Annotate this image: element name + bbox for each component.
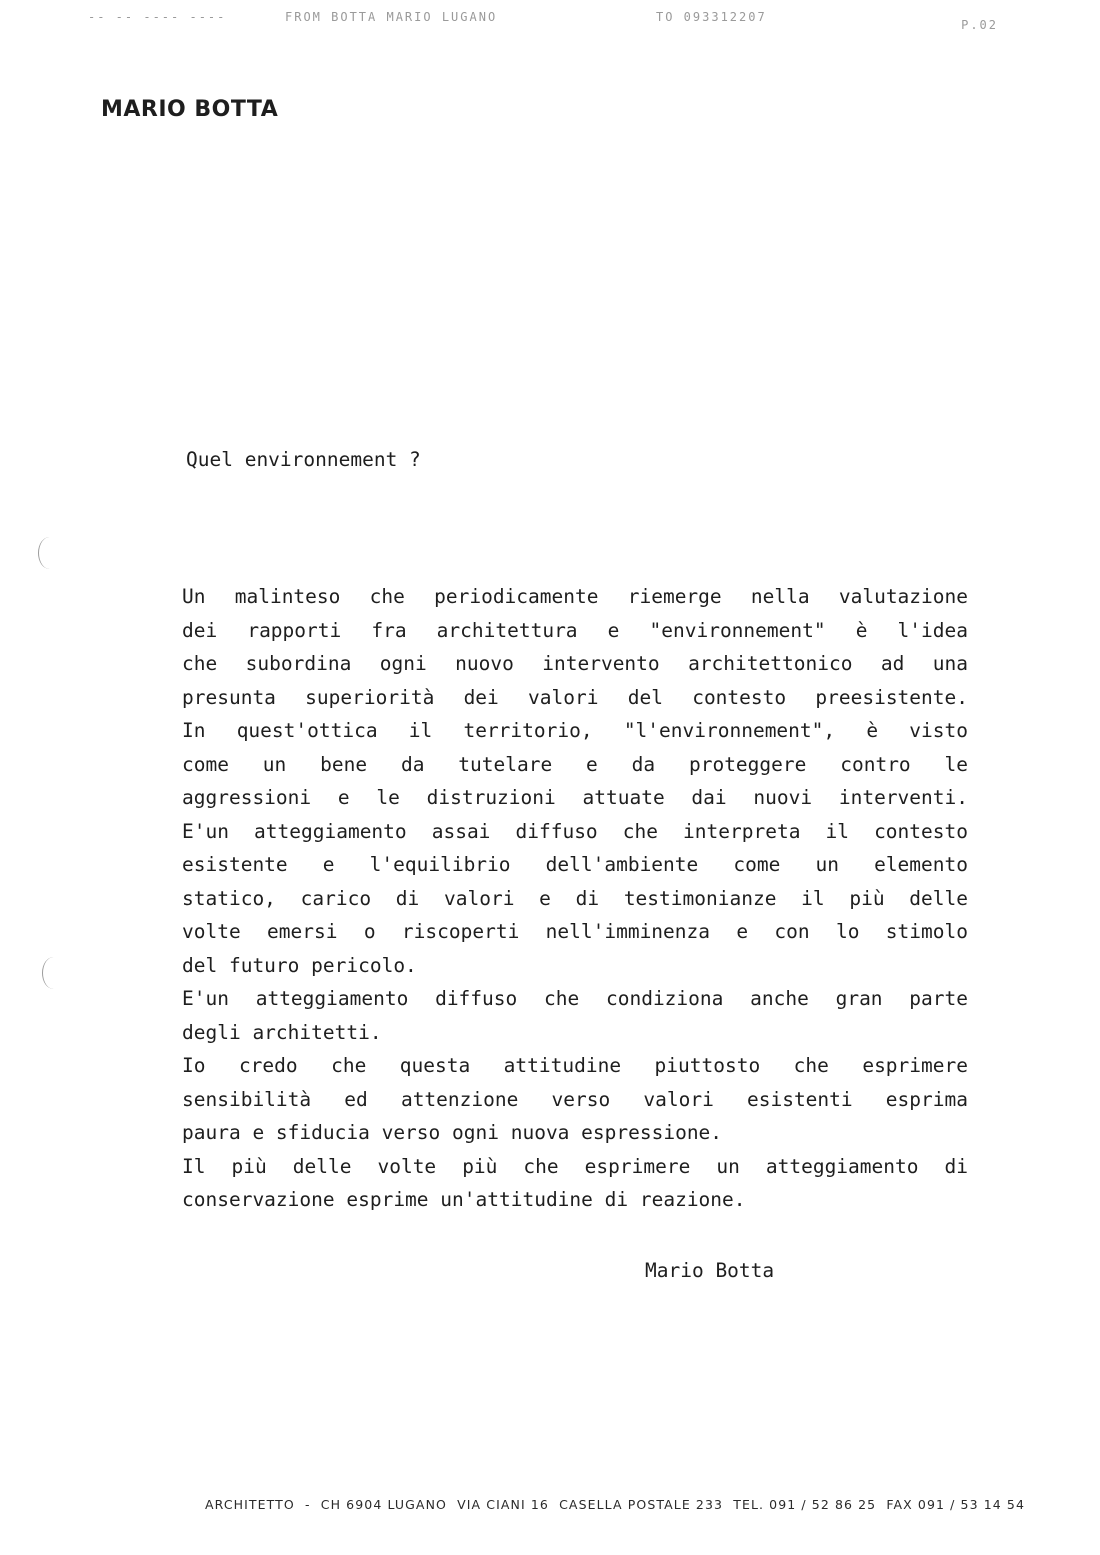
footer-address: ARCHITETTO - CH 6904 LUGANO VIA CIANI 16 CASELLA POSTALE 233 TEL. 091 / 52 86 25 FAX 091 / 53 14 54 (205, 1497, 1025, 1512)
fax-page-number: P.02 (961, 18, 998, 32)
letter-title: Quel environnement ? (186, 448, 421, 471)
body-line: aggressioni e le distruzioni attuate dai nuovi interventi. (182, 786, 968, 809)
body-line: In quest'ottica il territorio, "l'environnement", è visto (182, 719, 968, 742)
body-line: statico, carico di valori e di testimonianze il più delle (182, 886, 968, 910)
body-line: Io credo che questa attitudine piuttosto che esprimere (182, 1054, 968, 1077)
body-line: Un malinteso che periodicamente riemerge nella valutazione (182, 585, 968, 608)
body-line: paura e sfiducia verso ogni nuova espressione. (182, 1121, 723, 1144)
punch-hole-mark (38, 537, 61, 569)
letterhead-name: MARIO BOTTA (101, 97, 279, 122)
body-line: conservazione esprime un'attitudine di reazione. (182, 1188, 746, 1211)
body-line: del futuro pericolo. (182, 953, 417, 977)
body-line: degli architetti. (182, 1020, 382, 1044)
body-line: esistente e l'equilibrio dell'ambiente come un elemento (182, 853, 968, 876)
body-line: come un bene da tutelare e da proteggere contro le (182, 752, 968, 776)
body-line: volte emersi o riscoperti nell'imminenza e con lo stimolo (182, 920, 968, 943)
body-line: E'un atteggiamento diffuso che condiziona anche gran parte (182, 987, 968, 1010)
letter-body (182, 580, 968, 1217)
fax-transmission-header (88, 10, 998, 30)
body-line: presunta superiorità dei valori del contesto preesistente. (182, 685, 968, 709)
punch-hole-mark (42, 957, 65, 989)
fax-sender: FROM BOTTA MARIO LUGANO (285, 10, 498, 24)
fax-date: -- -- ---- ---- (88, 10, 227, 24)
signature: Mario Botta (645, 1259, 775, 1282)
body-line: dei rapporti fra architettura e "environnement" è l'idea (182, 618, 968, 642)
body-line: sensibilità ed attenzione verso valori esistenti esprima (182, 1087, 968, 1111)
fax-recipient: TO 093312207 (656, 10, 767, 24)
body-line: E'un atteggiamento assai diffuso che interpreta il contesto (182, 819, 968, 843)
body-line: Il più delle volte più che esprimere un atteggiamento di (182, 1154, 968, 1178)
body-line: che subordina ogni nuovo intervento architettonico ad una (182, 652, 968, 675)
